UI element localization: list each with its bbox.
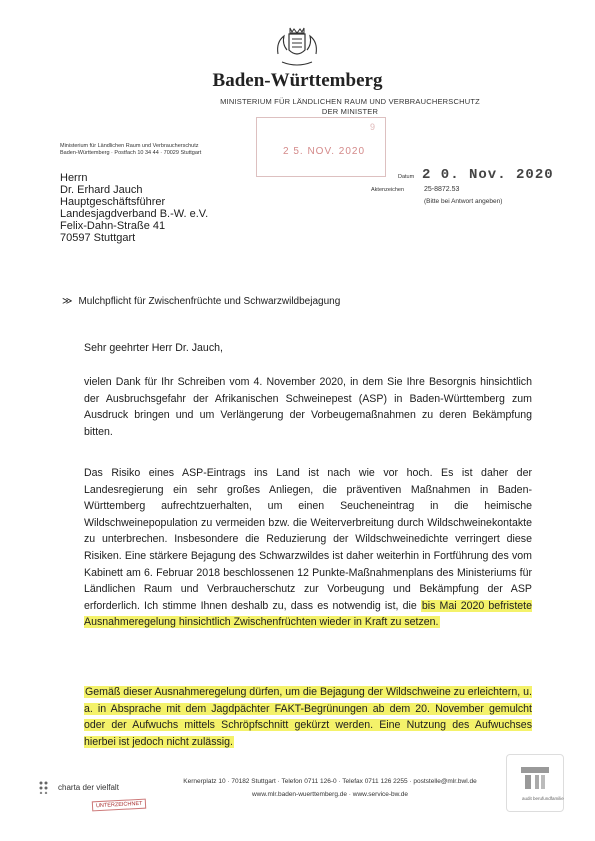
recipient-address: [60, 172, 208, 244]
recipient-line: Felix-Dahn-Straße 41: [60, 220, 166, 232]
dots-icon: [38, 780, 52, 794]
paragraph-2-text: [84, 465, 532, 631]
footer-contact-line: Kernerplatz 10 · 70182 Stuttgart · Telefon 0711 126-0 · Telefax 0711 126 2255 · poststelle@mlr.bwl.de: [183, 778, 477, 785]
sender-line-1: Ministerium für Ländlichen Raum und Verbraucherschutz: [60, 143, 199, 149]
recipient-line: Hauptgeschäftsführer: [60, 196, 166, 208]
charta-der-vielfalt-logo: [38, 780, 119, 794]
paragraph-2-plain: Das Risiko eines ASP-Eintrags ins Land ist nach wie vor hoch. Es ist daher der Landesregierung ein sehr großes Anliegen, die präventiven Maßnahmen in Baden-Württemberg aufrechtzuerhalten, um einen Seucheneintrag in die heimische Wildschweinepopulation zu vermeiden bzw. die Weiterverbreitung durch Wildschweinekontakte zu unterbrechen. Insbesondere die Reduzierung der Wildschweinedichte verringert diese Risiken. Eine stärkere Bejagung des Schwarzwildes ist daher weiterhin in Fortführung des vom Kabinett am 6. Februar 2018 beschlossenen 12 Punkte-Maßnahmenplans des Ministeriums für Ländlichen Raum und Verbraucherschutz zur Vorbeugung und Bekämpfung der ASP erforderlich. Ich stimme Ihnen deshalb zu, dass es notwendig ist, die: [84, 467, 532, 612]
state-name: Baden-Württemberg: [212, 70, 383, 91]
paragraph-1: [84, 374, 532, 440]
unterzeichnet-stamp: UNTERZEICHNET: [92, 799, 147, 812]
stamp-faint-text: 9: [369, 122, 375, 132]
ministry-name: MINISTERIUM FÜR LÄNDLICHEN RAUM UND VERBRAUCHERSCHUTZ: [220, 97, 480, 106]
coat-of-arms-icon: [272, 24, 322, 68]
file-reference-value: 25-8872.53: [424, 186, 460, 193]
paragraph-3-text: [84, 684, 532, 750]
recipient-line: Landesjagdverband B.-W. e.V.: [60, 208, 209, 220]
subject-text: Mulchpflicht für Zwischenfrüchte und Schwarzwildbejagung: [78, 296, 341, 307]
audit-berufundfamilie-logo: [506, 754, 564, 812]
paragraph-1-text: vielen Dank für Ihr Schreiben vom 4. November 2020, in dem Sie Ihre Besorgnis hinsichtlich der Ausbruchsgefahr der Afrikanischen Schweinepest (ASP) in Baden-Württemberg zum Ausdruck bringen und um Verlängerung der Vorbeugemaßnahmen zu deren Bekämpfung bitten.: [84, 376, 532, 438]
file-reference-label: Aktenzeichen: [371, 187, 405, 193]
paragraph-3-highlight: Gemäß dieser Ausnahmeregelung dürfen, um die Bejagung der Wildschweine zu erleichtern, u. a. in Absprache mit dem Jagdpächter FAKT-Begrünungen ab dem 20. November gemulcht oder der Aufwuchs mittels Schröpfschnitt gekürzt werden. Eine Nutzung des Aufwuchses hierbei ist jedoch nicht zulässig.: [84, 686, 532, 748]
sender-line-2: Baden-Württemberg · Postfach 10 34 44 · 70029 Stuttgart: [60, 150, 202, 156]
stamp-date: 2 5. NOV. 2020: [283, 146, 366, 157]
paragraph-2-highlight: bis Mai 2020 befristete Ausnahmeregelung hinsichtlich Zwischenfrüchten wieder in Kraft zu setzen.: [84, 599, 532, 629]
audit-text: audit berufundfamilie: [522, 796, 564, 801]
file-reference-note: (Bitte bei Antwort angeben): [424, 198, 503, 205]
date-label: Datum: [398, 174, 415, 180]
subject-line: [62, 296, 340, 307]
salutation: Sehr geehrter Herr Dr. Jauch,: [84, 342, 223, 354]
recipient-line: Dr. Erhard Jauch: [60, 184, 143, 196]
date-value: 2 0. Nov. 2020: [422, 167, 554, 183]
paragraph-3: [84, 684, 532, 750]
recipient-line: Herrn: [60, 172, 88, 184]
charta-text: charta der vielfalt: [58, 782, 119, 792]
footer-web-line: www.mlr.baden-wuerttemberg.de · www.service-bw.de: [251, 791, 409, 798]
minister-title: DER MINISTER: [321, 107, 379, 116]
recipient-line: 70597 Stuttgart: [60, 232, 136, 244]
subject-marker-icon: ≫: [62, 296, 73, 307]
paragraph-2: [84, 465, 532, 631]
